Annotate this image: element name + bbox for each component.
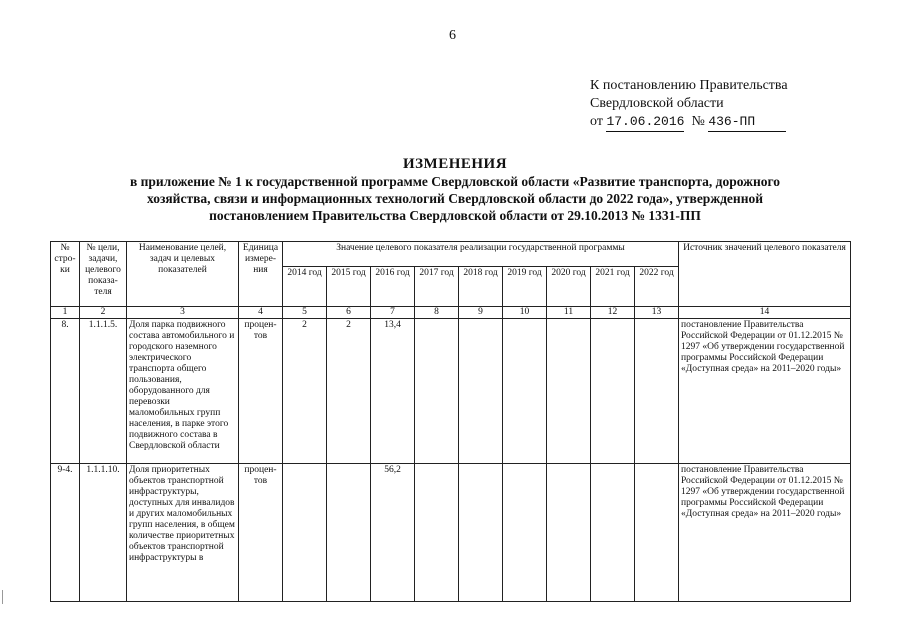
header-year: 2018 год [459, 267, 503, 307]
approval-date-line [590, 113, 788, 132]
column-number: 7 [371, 307, 415, 319]
goal-no-cell: 1.1.1.10. [80, 464, 127, 602]
unit-cell: процен-тов [239, 464, 283, 602]
header-goal-no: № цели, задачи, целевого показа-теля [80, 242, 127, 307]
column-number: 5 [283, 307, 327, 319]
column-number: 3 [127, 307, 239, 319]
goal-no-cell: 1.1.1.5. [80, 319, 127, 464]
scan-edge-mark [2, 590, 3, 604]
column-number-row [51, 307, 851, 319]
value-cell: 2 [327, 319, 371, 464]
value-cell [327, 464, 371, 602]
value-cell [503, 464, 547, 602]
source-cell: постановление Правительства Российской Федерации от 01.12.2015 № 1297 «Об утверждении государственной программы Российской Федерации «Доступная среда» на 2011–2020 годы» [679, 464, 851, 602]
unit-cell: процен-тов [239, 319, 283, 464]
column-number: 13 [635, 307, 679, 319]
column-number: 1 [51, 307, 80, 319]
value-cell [415, 319, 459, 464]
value-cell [459, 464, 503, 602]
indicators-table [50, 241, 851, 602]
header-year: 2017 год [415, 267, 459, 307]
row-no-cell: 9-4. [51, 464, 80, 602]
header-values-group: Значение целевого показателя реализации государственной программы [283, 242, 679, 267]
column-number: 2 [80, 307, 127, 319]
title-line-3: постановлением Правительства Свердловской области от 29.10.2013 № 1331-ПП [209, 208, 701, 223]
table-row [51, 464, 851, 602]
header-name: Наименование целей, задач и целевых показателей [127, 242, 239, 307]
header-year: 2021 год [591, 267, 635, 307]
date-prefix: от [590, 114, 603, 129]
page-number: 6 [449, 28, 456, 43]
approval-line-2: Свердловской области [590, 96, 724, 111]
source-cell: постановление Правительства Российской Федерации от 01.12.2015 № 1297 «Об утверждении государственной программы Российской Федерации «Доступная среда» на 2011–2020 годы» [679, 319, 851, 464]
value-cell [547, 319, 591, 464]
header-year: 2022 год [635, 267, 679, 307]
value-cell [635, 319, 679, 464]
column-number: 9 [459, 307, 503, 319]
header-unit: Единица измере-ния [239, 242, 283, 307]
approval-block [590, 77, 788, 132]
title-heading: ИЗМЕНЕНИЯ [402, 156, 508, 172]
column-number: 10 [503, 307, 547, 319]
header-year: 2020 год [547, 267, 591, 307]
row-no-cell: 8. [51, 319, 80, 464]
value-cell [283, 464, 327, 602]
header-year: 2019 год [503, 267, 547, 307]
value-cell: 13,4 [371, 319, 415, 464]
approval-number: 436-ПП [708, 113, 786, 132]
value-cell: 2 [283, 319, 327, 464]
value-cell [547, 464, 591, 602]
title-line-2: хозяйства, связи и информационных технологий Свердловской области до 2022 года», утвержденной [146, 191, 764, 206]
header-source: Источник значений целевого показателя [679, 242, 851, 307]
column-number: 4 [239, 307, 283, 319]
title-line-1: в приложение № 1 к государственной программе Свердловской области «Развитие транспорта, дорожного [129, 174, 781, 189]
number-prefix: № [691, 114, 705, 129]
header-row-no: № стро-ки [51, 242, 80, 307]
header-year: 2015 год [327, 267, 371, 307]
table-row [51, 319, 851, 464]
name-cell: Доля парка подвижного состава автомобильного и городского наземного электрического транспорта общего пользования, оборудованного для перевозки маломобильных групп населения, в парке этого подвижного состава в Свердловской области [127, 319, 239, 464]
header-year: 2016 год [371, 267, 415, 307]
column-number: 11 [547, 307, 591, 319]
value-cell [591, 319, 635, 464]
value-cell: 56,2 [371, 464, 415, 602]
name-cell: Доля приоритетных объектов транспортной инфраструктуры, доступных для инвалидов и других маломобильных групп населения, в общем количестве приоритетных объектов транспортной инфраструктуры в [127, 464, 239, 602]
approval-line-1: К постановлению Правительства [590, 78, 788, 93]
header-row-1 [51, 242, 851, 267]
value-cell [459, 319, 503, 464]
header-year: 2014 год [283, 267, 327, 307]
column-number: 12 [591, 307, 635, 319]
value-cell [591, 464, 635, 602]
column-number: 14 [679, 307, 851, 319]
column-number: 6 [327, 307, 371, 319]
column-number: 8 [415, 307, 459, 319]
approval-date: 17.06.2016 [606, 113, 684, 132]
value-cell [415, 464, 459, 602]
document-title [60, 156, 850, 224]
value-cell [635, 464, 679, 602]
value-cell [503, 319, 547, 464]
